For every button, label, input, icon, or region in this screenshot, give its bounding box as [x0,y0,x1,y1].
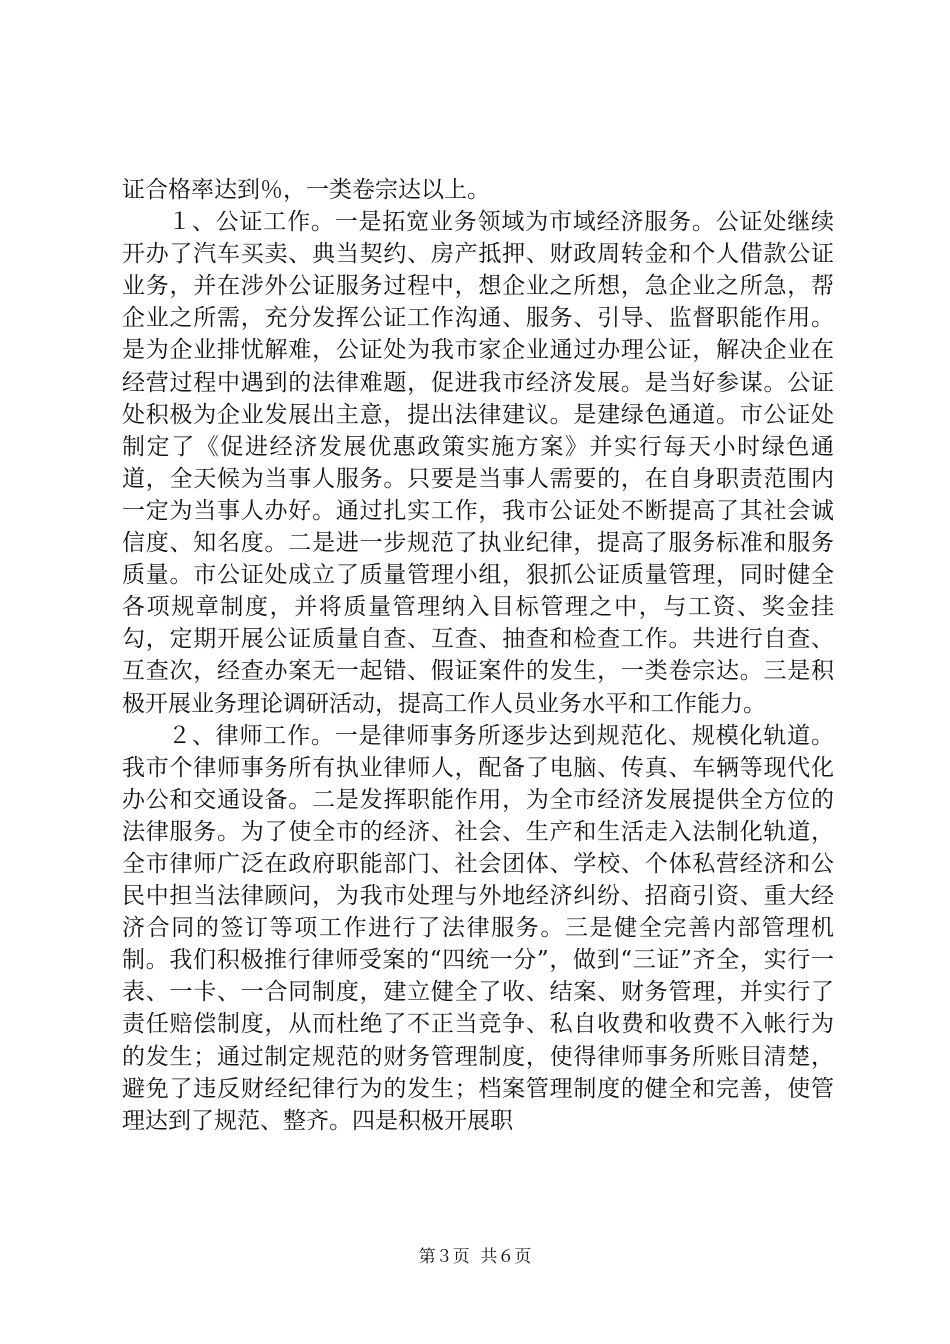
paragraph-lawyer-work: ２、律师工作。一是律师事务所逐步达到规范化、规模化轨道。我市个律师事务所有执业律师人，配备了电脑、传真、车辆等现代化办公和交通设备。二是发挥职能作用，为全市经济发展提供全方位的法律服务。为了使全市的经济、社会、生产和生活走入法制化轨道，全市律师广泛在政府职能部门、社会团体、学校、个体私营经济和公民中担当法律顾问，为我市处理与外地经济纠纷、招商引资、重大经济合同的签订等项工作进行了法律服务。三是健全完善内部管理机制。我们积极推行律师受案的“四统一分”，做到“三证”齐全，实行一表、一卡、一合同制度，建立健全了收、结案、财务管理，并实行了责任赔偿制度，从而杜绝了不正当竞争、私自收费和收费不入帐行为的发生；通过制定规范的财务管理制度，使得律师事务所账目清楚，避免了违反财经纪律行为的发生；档案管理制度的健全和完善，使管理达到了规范、整齐。四是积极开展职 [122,722,834,1134]
page-footer [0,1247,950,1267]
document-body [122,174,834,1137]
paragraph-notary-work: １、公证工作。一是拓宽业务领域为市域经济服务。公证处继续开办了汽车买卖、典当契约、房产抵押、财政周转金和个人借款公证业务，并在涉外公证服务过程中，想企业之所想，急企业之所急，帮企业之所需，充分发挥公证工作沟通、服务、引导、监督职能作用。是为企业排忧解难，公证处为我市家企业通过办理公证，解决企业在经营过程中遇到的法律难题，促进我市经济发展。是当好参谋。公证处积极为企业发展出主意，提出法律建议。是建绿色通道。市公证处制定了《促进经济发展优惠政策实施方案》并实行每天小时绿色通道，全天候为当事人服务。只要是当事人需要的，在自身职责范围内一定为当事人办好。通过扎实工作，我市公证处不断提高了其社会诚信度、知名度。二是进一步规范了执业纪律，提高了服务标准和服务质量。市公证处成立了质量管理小组，狠抓公证质量管理，同时健全各项规章制度，并将质量管理纳入目标管理之中，与工资、奖金挂勾，定期开展公证质量自查、互查、抽查和检查工作。共进行自查、互查次，经查办案无一起错、假证案件的发生，一类卷宗达。三是积极开展业务理论调研活动，提高工作人员业务水平和工作能力。 [122,209,834,717]
page-number: 第３页 共６页 [418,1247,532,1267]
paragraph-continuation: 证合格率达到％，一类卷宗达以上。 [122,177,490,203]
